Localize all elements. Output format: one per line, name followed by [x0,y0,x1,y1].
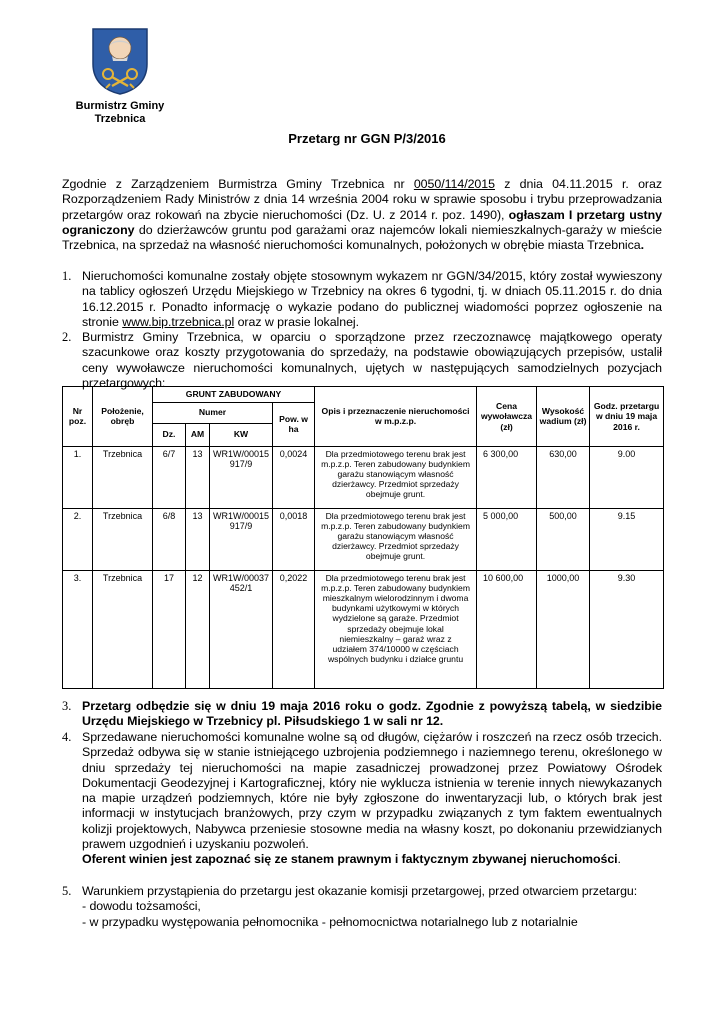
cell-desc: Dla przedmiotowego terenu brak jest m.p.z.p. Teren zabudowany budynkiem garażu stanowiącym własność dzierżawcy. Przedmiot sprzedaży obejmuje grunt. [315,508,477,570]
item-1 [82,269,662,330]
authority-line2: Trzebnica [94,113,146,125]
header-area: Pow. w ha [273,402,315,446]
cell-area: 0,0024 [273,446,315,508]
cell-location: Trzebnica [93,508,153,570]
cell-deposit: 500,00 [537,508,590,570]
table-row [63,446,664,508]
header-group: GRUNT ZABUDOWANY [153,387,315,403]
intro-paragraph [62,177,662,253]
cell-nr: 1. [63,446,93,508]
item-number-5: 5. [62,884,72,898]
item-4-note-text: Oferent winien jest zapoznać się ze stanem prawnym i faktycznym zbywanej nieruchomości [82,852,618,867]
item-5-sub1: - dowodu tożsamości, [82,899,201,914]
property-table [62,386,664,689]
header-location: Położenie, obręb [93,387,153,447]
cell-nr: 3. [63,570,93,688]
intro-part1: Zgodnie z Zarządzeniem Burmistrza Gminy Trzebnica nr [62,177,414,191]
cell-area: 0,0018 [273,508,315,570]
intro-part3: do dzierżawców gruntu pod garażami oraz najemców lokali niemieszkalnych-garaży w mieście Trzebnica, na sprzedaż na własność nieruchomości komunalnych, położonych w obrębie miasta Trzebnica [62,222,662,253]
item-5-text: Warunkiem przystąpienia do przetargu jest okazanie komisji przetargowej, przed otwarciem przetargu: [82,884,638,898]
cell-kw: WR1W/00037452/1 [210,570,273,688]
header-dz: Dz. [153,423,186,446]
intro-part3-end: . [640,238,645,253]
table-header-row-1 [63,387,664,403]
item-number-3: 3. [62,699,72,713]
cell-location: Trzebnica [93,446,153,508]
cell-deposit: 630,00 [537,446,590,508]
cell-desc: Dla przedmiotowego terenu brak jest m.p.z.p. Teren zabudowany budynkiem mieszkalnym wielorodzinnym i dwoma budynkami użytkowymi w których wydzielone są garaże. Przedmiot sprzedaży obejmuje lokal niemieszkalny – garaż wraz z udziałem 374/10000 w częściach wspólnych budynku i działce gruntu [315,570,477,688]
cell-location: Trzebnica [93,570,153,688]
intro-part2: z dnia 04.11.2015 r. oraz Rozporządzeniem Rady Ministrów z dnia 14 września 2004 roku w sprawie sposobu i trybu przeprowadzania przetargów oraz rokowań na zbycie nieruchomości (Dz. U. z 2014 r. poz. 1490), [62,177,662,222]
item-number-4: 4. [62,730,72,744]
document-title: Przetarg nr GGN P/3/2016 [288,131,446,146]
table-row [63,508,664,570]
cell-price: 6 300,00 [477,446,537,508]
item-3: Przetarg odbędzie się w dniu 19 maja 2016 roku o godz. Zgodnie z powyższą tabelą, w siedzibie Urzędu Miejskiego w Trzebnicy pl. Piłsudskiego 1 w sali nr 12. [82,699,662,729]
cell-am: 13 [186,508,210,570]
cell-price: 5 000,00 [477,508,537,570]
item-2: Burmistrz Gminy Trzebnica, w oparciu o sporządzone przez rzeczoznawcę majątkowego operaty szacunkowe oraz koszty przygotowania do sprzedaży, na podstawie obowiązujących przepisów, ustalił ceny wywoławcze nieruchomości komunalnych, ujętych w następujących samodzielnych pozycjach przetargowych: [82,330,662,390]
cell-dz: 6/7 [153,446,186,508]
item-4-note [82,852,662,867]
cell-am: 12 [186,570,210,688]
header-desc: Opis i przeznaczenie nieruchomości w m.p.z.p. [315,387,477,447]
issuing-authority [40,100,200,126]
item-5-sub2: - w przypadku występowania pełnomocnika - pełnomocnictwa notarialnego lub z notarialnie [82,914,578,929]
cell-desc: Dla przedmiotowego terenu brak jest m.p.z.p. Teren zabudowany budynkiem garażu stanowiącym własność dzierżawcy. Przedmiot sprzedaży obejmuje grunt. [315,446,477,508]
item-5 [82,884,662,930]
item-4-note-end: . [617,852,621,867]
item-number-2: 2. [62,330,72,344]
item-number-1: 1. [62,269,72,283]
item-4 [82,730,662,868]
item-1-text-b: oraz w prasie lokalnej. [234,314,360,329]
header-price: Cena wywoławcza (zł) [477,387,537,447]
cell-dz: 6/8 [153,508,186,570]
cell-time: 9.15 [590,508,664,570]
item-1-text-a: Nieruchomości komunalne zostały objęte stosownym wykazem nr GGN/34/2015, który został wywieszony na tablicy ogłoszeń Urzędu Miejskiego w Trzebnicy na okres 6 tygodni, tj. w dniach 05.11.2015 r. do dnia 16.12.2015 r. Ponadto informację o wykazie podano do publicznej wiadomości poprzez ogłoszenie na stronie [82,269,662,329]
header-nr: Nr poz. [63,387,93,447]
header-kw: KW [210,423,273,446]
cell-time: 9.00 [590,446,664,508]
item-4-text: Sprzedawane nieruchomości komunalne wolne są od długów, ciężarów i roszczeń na rzecz osób trzecich. Sprzedaż odbywa się w stanie istniejącego uzbrojenia podziemnego i naziemnego terenu, określonego w dniu sprzedaży tej nieruchomości na mapie zasadniczej prowadzonej przez Powiatowy Ośrodek Dokumentacji Geodezyjnej i Kartograficznej, który nie wyklucza istnienia w terenie innych niewykazanych na mapie urządzeń podziemnych, które nie były zgłoszone do inwentaryzacji lub, o których brak jest informacji w instytucjach branżowych, przy czym w przypadku związanych z tym faktem ewentualnych kolizji projektowych, Nabywca przeniesie stosowne media na własny koszt, po dokonaniu przewidzianych prawem uzgodnień i uzyskaniu pozwoleń. [82,730,662,852]
header-deposit: Wysokość wadium (zł) [537,387,590,447]
cell-price: 10 600,00 [477,570,537,688]
table-row [63,570,664,688]
header-time: Godz. przetargu w dniu 19 maja 2016 r. [590,387,664,447]
header-am: AM [186,423,210,446]
cell-nr: 2. [63,508,93,570]
cell-dz: 17 [153,570,186,688]
cell-kw: WR1W/00015917/9 [210,508,273,570]
cell-am: 13 [186,446,210,508]
cell-area: 0,2022 [273,570,315,688]
cell-kw: WR1W/00015917/9 [210,446,273,508]
coat-of-arms-icon [90,26,150,96]
order-number: 0050/114/2015 [413,177,495,191]
authority-line1: Burmistrz Gminy [75,100,165,112]
cell-time: 9.30 [590,570,664,688]
header-numer: Numer [153,402,273,423]
cell-deposit: 1000,00 [537,570,590,688]
bip-link[interactable]: www.bip.trzebnica.pl [122,314,235,329]
intro-bold: ogłaszam I przetarg ustny ograniczony [62,207,662,237]
